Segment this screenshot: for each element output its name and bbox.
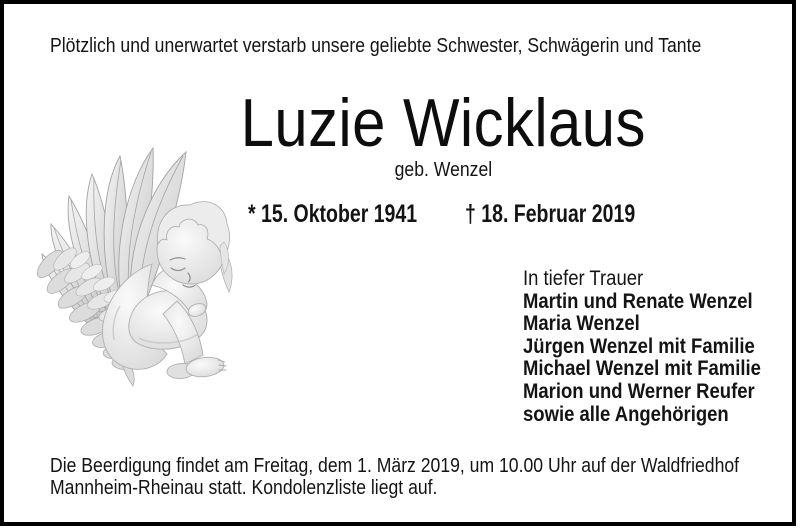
mourner-name: Marion und Werner Reufer — [523, 379, 755, 403]
mourner-line — [523, 358, 793, 381]
mourner-line — [523, 291, 793, 314]
mourner-name: Michael Wenzel mit Familie — [523, 357, 761, 381]
death-date — [465, 200, 683, 228]
deceased-name-text: Luzie Wicklaus — [240, 85, 646, 161]
funeral-info — [50, 455, 800, 499]
maiden-name-text: geb. Wenzel — [394, 159, 492, 181]
mourning-intro-text: In tiefer Trauer — [523, 267, 644, 290]
mourner-name: Martin und Renate Wenzel — [523, 289, 753, 313]
intro-text: Plötzlich und unerwartet verstarb unsere geliebte Schwester, Schwägerin und Tante — [50, 35, 702, 57]
death-date-text: † 18. Februar 2019 — [465, 200, 636, 228]
intro-line — [50, 34, 790, 58]
angel-cherub-image — [34, 146, 236, 388]
mourner-line — [523, 313, 793, 336]
mourner-name: Jürgen Wenzel mit Familie — [523, 334, 755, 358]
birth-date — [248, 200, 465, 228]
mourning-intro — [523, 268, 793, 291]
mourner-name: Maria Wenzel — [523, 312, 640, 336]
mourner-line — [523, 336, 793, 359]
funeral-info-text: Die Beerdigung findet am Freitag, dem 1. März 2019, um 10.00 Uhr auf der Waldfriedhof Mannheim-Rheinau statt. Kondolenzliste liegt auf. — [50, 455, 740, 499]
birth-date-text: * 15. Oktober 1941 — [248, 200, 418, 228]
mourning-block — [523, 268, 793, 426]
mourner-line — [523, 404, 793, 427]
mourner-name: sowie alle Angehörigen — [523, 402, 729, 426]
mourner-line — [523, 381, 793, 404]
